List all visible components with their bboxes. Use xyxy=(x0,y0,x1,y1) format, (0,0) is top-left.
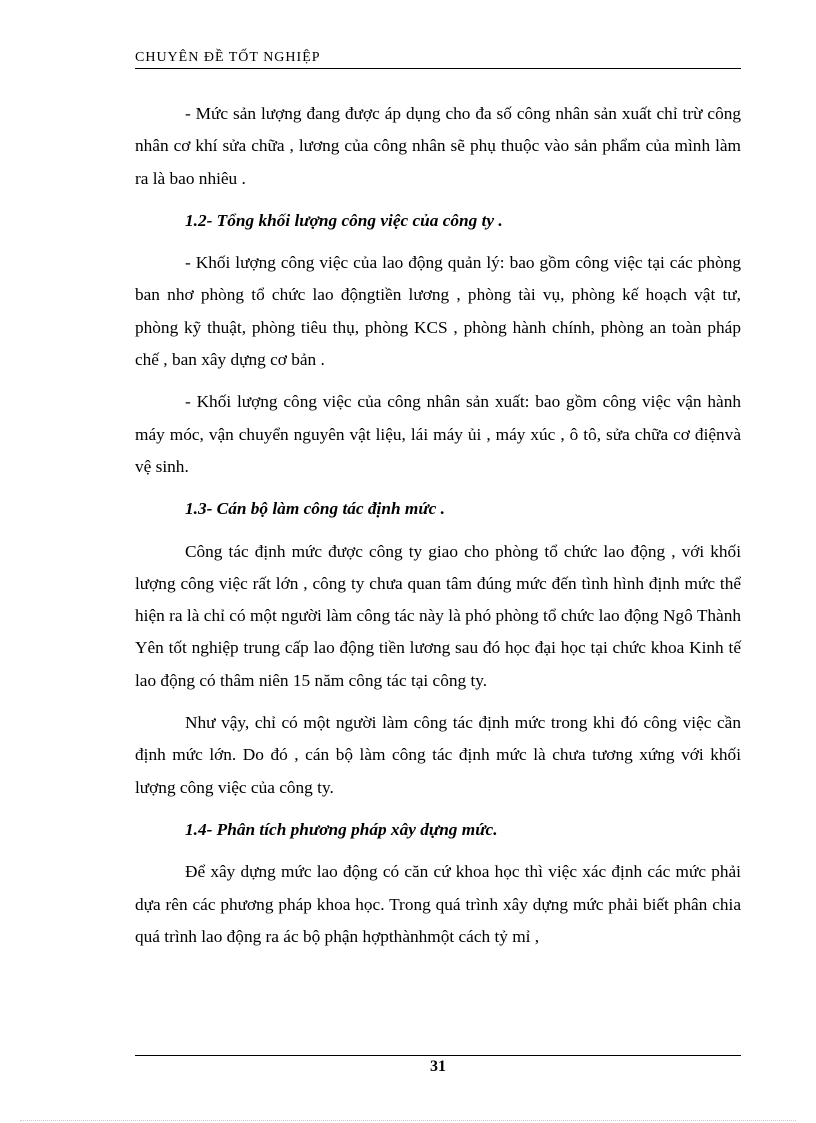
section-heading: 1.2- Tổng khối lượng công việc của công ty . xyxy=(185,210,503,230)
paragraph: Như vậy, chỉ có một người làm công tác định mức trong khi đó công việc cần định mức lớn. Do đó , cán bộ làm công tác định mức là chưa tương xứng với khối lượng công việc của công ty. xyxy=(135,713,741,797)
paragraph: - Khối lượng công việc của công nhân sản xuất: bao gồm công việc vận hành máy móc, vận chuyển nguyên vật liệu, lái máy ủi , máy xúc , ô tô, sửa chữa cơ điệnvà vệ sinh. xyxy=(135,392,741,476)
paragraph: Để xây dựng mức lao động có căn cứ khoa học thì việc xác định các mức phải dựa rên các phương pháp khoa học. Trong quá trình xây dựng mức phải biết phân chia quá trình lao động ra ác bộ phận hợpthànhmột cách tỷ mỉ , xyxy=(135,862,741,946)
document-body xyxy=(135,98,741,963)
paragraph: Công tác định mức được công ty giao cho phòng tổ chức lao động , với khối lượng công việc rất lớn , công ty chưa quan tâm đúng mức đến tình hình định mức thể hiện ra là chỉ có một người làm công tác này là phó phòng tổ chức lao động Ngô Thành Yên tốt nghiệp trung cấp lao động tiền lương sau đó học đại học tại chức khoa Kinh tế lao động có thâm niên 15 năm công tác tại công ty. xyxy=(135,541,741,690)
section-heading: 1.3- Cán bộ làm công tác định mức . xyxy=(185,499,445,519)
section-heading: 1.4- Phân tích phương pháp xây dựng mức. xyxy=(185,819,498,839)
page-edge-divider xyxy=(20,1120,796,1121)
header-title: CHUYÊN ĐỀ TỐT NGHIỆP xyxy=(135,50,321,65)
footer-divider xyxy=(135,1055,741,1056)
page-number: 31 xyxy=(430,1058,446,1075)
paragraph: - Khối lượng công việc của lao động quản lý: bao gồm công việc tại các phòng ban nhơ phòng tổ chức lao độngtiền lương , phòng tài vụ, phòng kế hoạch vật tư, phòng kỹ thuật, phòng tiêu thụ, phòng KCS , phòng hành chính, phòng an toàn pháp chế , ban xây dựng cơ bản . xyxy=(135,253,741,370)
paragraph: - Mức sản lượng đang được áp dụng cho đa số công nhân sản xuất chỉ trừ công nhân cơ khí sửa chữa , lương của công nhân sẽ phụ thuộc vào sản phẩm của mình làm ra là bao nhiêu . xyxy=(135,104,741,188)
page-header xyxy=(135,50,741,69)
